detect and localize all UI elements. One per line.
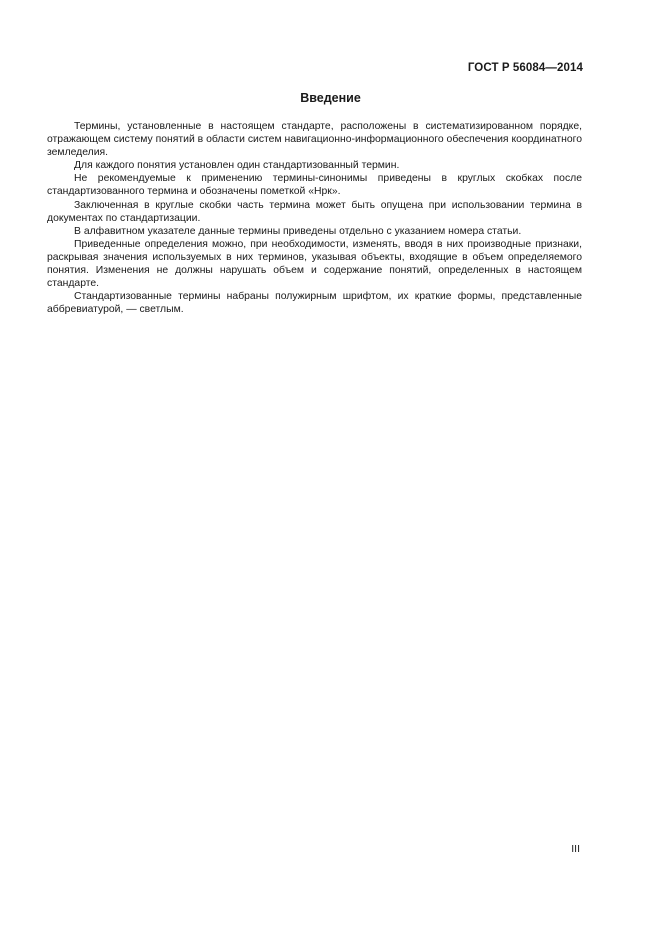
introduction-text xyxy=(47,120,582,316)
standard-header: ГОСТ Р 56084—2014 xyxy=(467,62,583,74)
page-number: III xyxy=(571,843,580,855)
paragraph: В алфавитном указателе данные термины приведены отдельно с указанием номера статьи. xyxy=(74,225,522,237)
paragraph: Стандартизованные термины набраны полужирным шрифтом, их краткие формы, представленные аббревиатурой, — светлым. xyxy=(47,291,582,316)
section-title: Введение xyxy=(300,91,361,105)
paragraph: Заключенная в круглые скобки часть термина может быть опущена при использовании термина в документах по стандартизации. xyxy=(47,199,582,224)
paragraph: Не рекомендуемые к применению термины-синонимы приведены в круглых скобках после стандартизованного термина и обозначены пометкой «Нрк». xyxy=(47,173,582,198)
paragraph: Термины, установленные в настоящем стандарте, расположены в систематизированном порядке, отражающем систему понятий в области систем навигационно-информационного обеспечения координатного земледелия. xyxy=(47,121,582,159)
paragraph: Для каждого понятия установлен один стандартизованный термин. xyxy=(74,160,400,172)
paragraph: Приведенные определения можно, при необходимости, изменять, вводя в них производные признаки, раскрывая значения используемых в них терминов, указывая объекты, входящие в объем определяемого понятия. Изменения не должны нарушать объем и содержание понятий, определенных в настоящем стандарте. xyxy=(47,238,582,290)
